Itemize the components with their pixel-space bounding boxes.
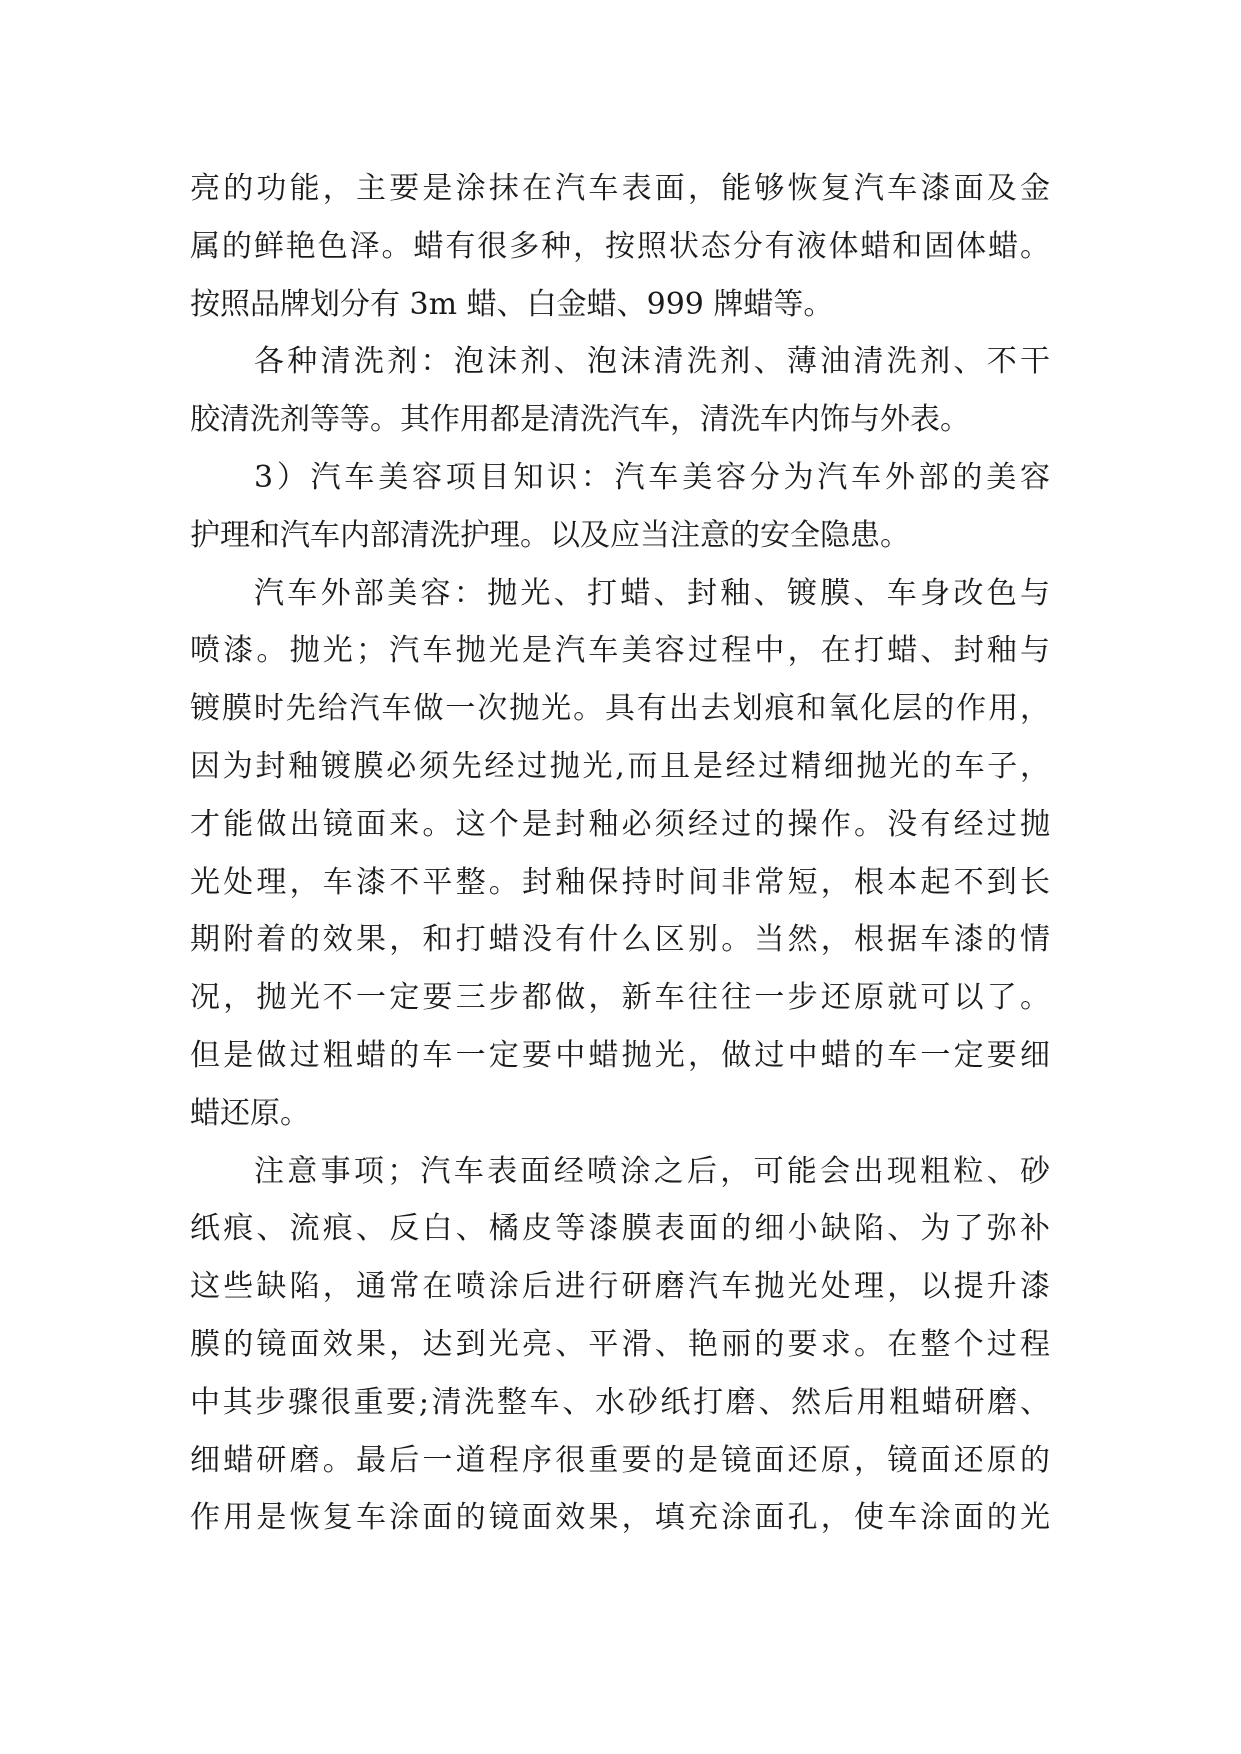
text-line: 作用是恢复车涂面的镜面效果，填充涂面孔，使车涂面的光: [190, 1500, 1050, 1536]
text-line: 但是做过粗蜡的车一定要中蜡抛光，做过中蜡的车一定要细: [190, 1037, 1050, 1073]
text-line: 胶清洗剂等等。其作用都是清洗汽车，清洗车内饰与外表。: [190, 402, 970, 438]
text-line: 亮的功能，主要是涂抹在汽车表面，能够恢复汽车漆面及金: [190, 171, 1050, 206]
text-line: 镀膜时先给汽车做一次抛光。具有出去划痕和氧化层的作用，: [190, 691, 1050, 727]
text-line: 汽车外部美容：抛光、打蜡、封釉、镀膜、车身改色与: [254, 575, 1050, 611]
text-line: 属的鲜艳色泽。蜡有很多种，按照状态分有液体蜡和固体蜡。: [190, 228, 1050, 264]
text-line: 喷漆。抛光；汽车抛光是汽车美容过程中，在打蜡、封釉与: [190, 633, 1050, 669]
text-line: 各种清洗剂：泡沫剂、泡沫清洗剂、薄油清洗剂、不干: [254, 344, 1050, 380]
text-line: 膜的镜面效果，达到光亮、平滑、艳丽的要求。在整个过程: [190, 1326, 1050, 1362]
text-line: 注意事项；汽车表面经喷涂之后，可能会出现粗粒、砂: [254, 1153, 1050, 1189]
text-line: 况，抛光不一定要三步都做，新车往往一步还原就可以了。: [190, 980, 1050, 1016]
text-line: 蜡还原。: [190, 1095, 310, 1131]
text-line: 纸痕、流痕、反白、橘皮等漆膜表面的细小缺陷、为了弥补: [190, 1211, 1050, 1247]
text-line: 护理和汽车内部清洗护理。以及应当注意的安全隐患。: [190, 517, 910, 553]
text-line: 期附着的效果，和打蜡没有什么区别。当然，根据车漆的情: [190, 922, 1050, 958]
text-line: 因为封釉镀膜必须先经过抛光,而且是经过精细抛光的车子，: [190, 748, 1050, 784]
text-line: 才能做出镜面来。这个是封釉必须经过的操作。没有经过抛: [190, 806, 1050, 842]
body-text: [190, 160, 1050, 1547]
text-line: 细蜡研磨。最后一道程序很重要的是镜面还原，镜面还原的: [190, 1442, 1050, 1478]
text-line: 这些缺陷，通常在喷涂后进行研磨汽车抛光处理，以提升漆: [190, 1269, 1050, 1305]
text-line: 中其步骤很重要;清洗整车、水砂纸打磨、然后用粗蜡研磨、: [190, 1384, 1050, 1420]
text-line: 3）汽车美容项目知识：汽车美容分为汽车外部的美容: [254, 459, 1050, 495]
text-line: 按照品牌划分有 3m 蜡、白金蜡、999 牌蜡等。: [190, 286, 834, 322]
text-line: 光处理，车漆不平整。封釉保持时间非常短，根本起不到长: [190, 864, 1050, 900]
